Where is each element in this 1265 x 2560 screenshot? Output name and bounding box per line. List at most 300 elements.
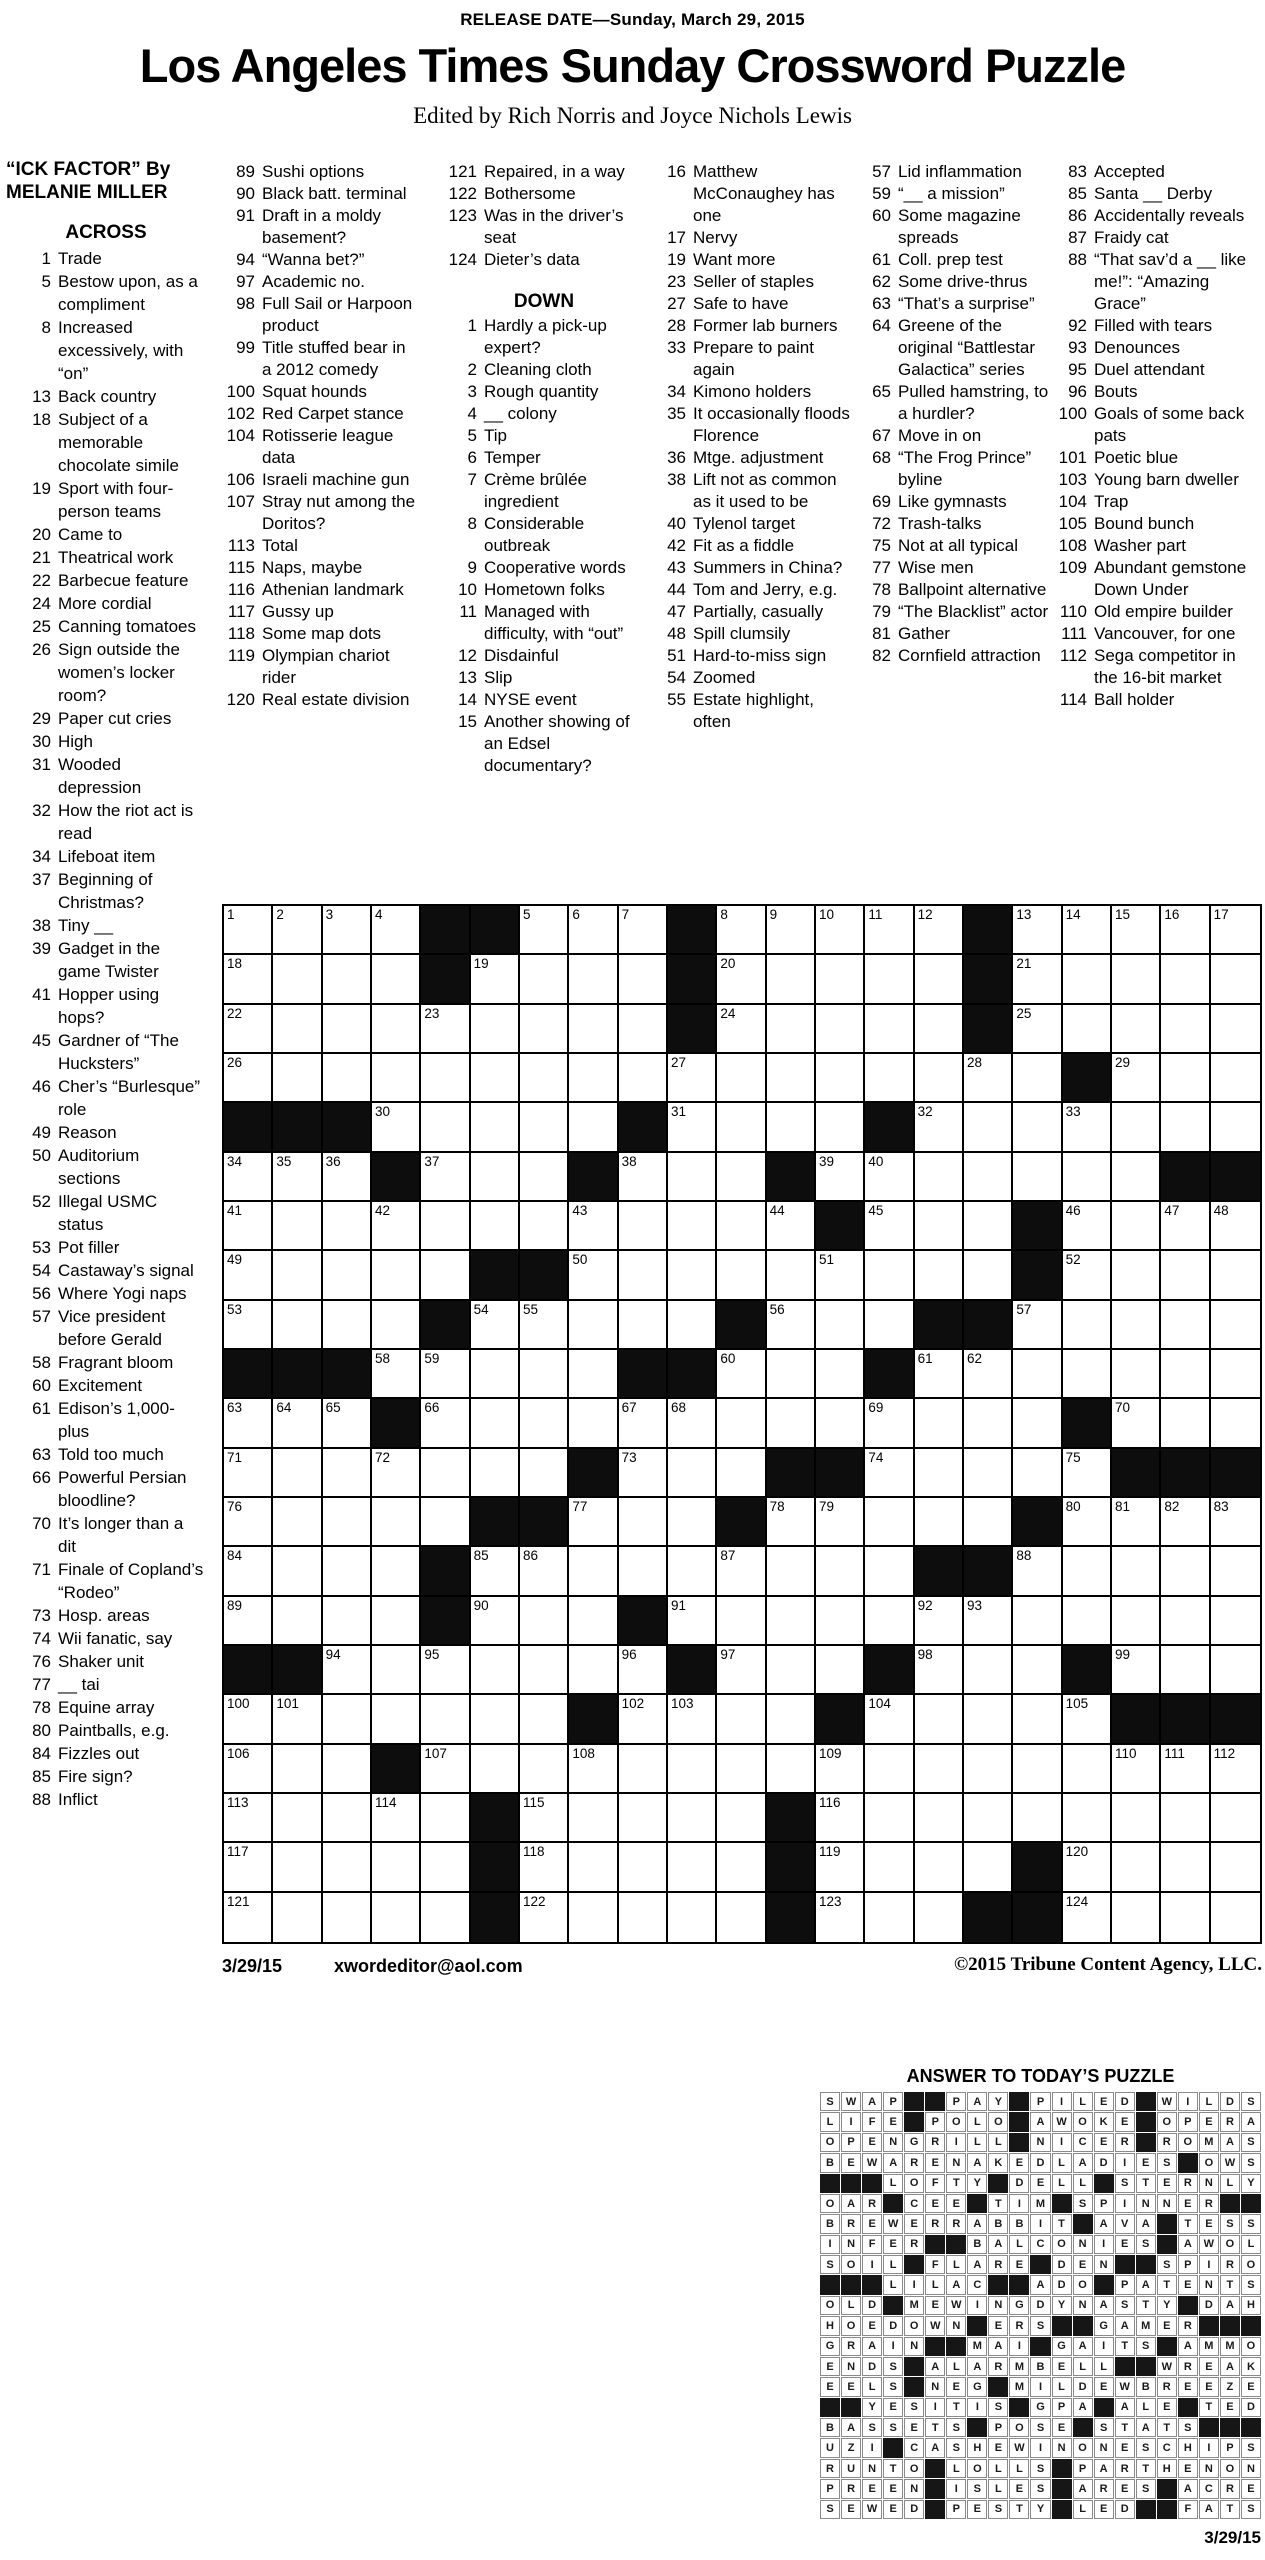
grid-cell[interactable]	[964, 1794, 1013, 1843]
grid-cell[interactable]	[520, 1399, 569, 1448]
grid-cell[interactable]	[915, 1695, 964, 1744]
grid-cell[interactable]	[569, 1251, 618, 1300]
grid-cell[interactable]	[323, 1646, 372, 1695]
grid-cell[interactable]	[767, 1251, 816, 1300]
grid-cell[interactable]	[1063, 1794, 1112, 1843]
grid-cell[interactable]	[767, 1597, 816, 1646]
grid-cell[interactable]	[273, 1251, 322, 1300]
grid-cell[interactable]	[717, 1399, 766, 1448]
grid-cell[interactable]	[1112, 1153, 1161, 1202]
grid-cell[interactable]	[273, 1843, 322, 1892]
grid-cell[interactable]	[964, 1646, 1013, 1695]
grid-cell[interactable]	[865, 1202, 914, 1251]
grid-cell[interactable]	[224, 1745, 273, 1794]
grid-cell[interactable]	[224, 955, 273, 1004]
grid-cell[interactable]	[1112, 1301, 1161, 1350]
grid-cell[interactable]	[569, 906, 618, 955]
grid-cell[interactable]	[1161, 1794, 1210, 1843]
grid-cell[interactable]	[668, 1153, 717, 1202]
grid-cell[interactable]	[1063, 1153, 1112, 1202]
grid-cell[interactable]	[915, 1103, 964, 1152]
grid-cell[interactable]	[1211, 1498, 1260, 1547]
grid-cell[interactable]	[520, 1597, 569, 1646]
grid-cell[interactable]	[816, 906, 865, 955]
grid-cell[interactable]	[471, 1301, 520, 1350]
grid-cell[interactable]	[520, 1350, 569, 1399]
grid-cell[interactable]	[520, 906, 569, 955]
grid-cell[interactable]	[717, 1597, 766, 1646]
grid-cell[interactable]	[668, 1745, 717, 1794]
grid-cell[interactable]	[520, 1893, 569, 1942]
grid-cell[interactable]	[1211, 1794, 1260, 1843]
grid-cell[interactable]	[421, 1103, 470, 1152]
grid-cell[interactable]	[224, 1695, 273, 1744]
grid-cell[interactable]	[1211, 1597, 1260, 1646]
grid-cell[interactable]	[273, 1547, 322, 1596]
grid-cell[interactable]	[471, 1202, 520, 1251]
grid-cell[interactable]	[619, 1843, 668, 1892]
grid-cell[interactable]	[865, 1301, 914, 1350]
grid-cell[interactable]	[1112, 1103, 1161, 1152]
grid-cell[interactable]	[717, 1103, 766, 1152]
grid-cell[interactable]	[224, 1005, 273, 1054]
grid-cell[interactable]	[471, 1005, 520, 1054]
grid-cell[interactable]	[767, 1498, 816, 1547]
grid-cell[interactable]	[273, 1597, 322, 1646]
grid-cell[interactable]	[323, 1498, 372, 1547]
grid-cell[interactable]	[1013, 1054, 1062, 1103]
grid-cell[interactable]	[1112, 1597, 1161, 1646]
grid-cell[interactable]	[569, 1301, 618, 1350]
grid-cell[interactable]	[964, 1399, 1013, 1448]
grid-cell[interactable]	[767, 1547, 816, 1596]
grid-cell[interactable]	[816, 1054, 865, 1103]
grid-cell[interactable]	[1211, 1843, 1260, 1892]
grid-cell[interactable]	[816, 1399, 865, 1448]
grid-cell[interactable]	[421, 1794, 470, 1843]
grid-cell[interactable]	[865, 1399, 914, 1448]
grid-cell[interactable]	[717, 1054, 766, 1103]
grid-cell[interactable]	[323, 1399, 372, 1448]
grid-cell[interactable]	[372, 1301, 421, 1350]
grid-cell[interactable]	[964, 1597, 1013, 1646]
grid-cell[interactable]	[1211, 1547, 1260, 1596]
grid-cell[interactable]	[767, 1005, 816, 1054]
grid-cell[interactable]	[1013, 1301, 1062, 1350]
grid-cell[interactable]	[1161, 1893, 1210, 1942]
grid-cell[interactable]	[668, 1054, 717, 1103]
grid-cell[interactable]	[1063, 1547, 1112, 1596]
grid-cell[interactable]	[471, 1153, 520, 1202]
grid-cell[interactable]	[273, 1202, 322, 1251]
grid-cell[interactable]	[421, 1005, 470, 1054]
grid-cell[interactable]	[619, 1794, 668, 1843]
grid-cell[interactable]	[816, 1103, 865, 1152]
grid-cell[interactable]	[816, 1547, 865, 1596]
grid-cell[interactable]	[323, 1301, 372, 1350]
grid-cell[interactable]	[372, 1251, 421, 1300]
grid-cell[interactable]	[767, 1695, 816, 1744]
grid-cell[interactable]	[323, 1153, 372, 1202]
grid-cell[interactable]	[1013, 955, 1062, 1004]
grid-cell[interactable]	[865, 955, 914, 1004]
grid-cell[interactable]	[471, 1449, 520, 1498]
grid-cell[interactable]	[668, 1843, 717, 1892]
grid-cell[interactable]	[1013, 1597, 1062, 1646]
grid-cell[interactable]	[471, 1399, 520, 1448]
grid-cell[interactable]	[717, 1202, 766, 1251]
grid-cell[interactable]	[1063, 1202, 1112, 1251]
grid-cell[interactable]	[915, 906, 964, 955]
grid-cell[interactable]	[1063, 1597, 1112, 1646]
grid-cell[interactable]	[816, 1498, 865, 1547]
grid-cell[interactable]	[964, 1153, 1013, 1202]
grid-cell[interactable]	[372, 1202, 421, 1251]
grid-cell[interactable]	[520, 1547, 569, 1596]
grid-cell[interactable]	[1112, 1547, 1161, 1596]
grid-cell[interactable]	[1063, 1005, 1112, 1054]
grid-cell[interactable]	[273, 1054, 322, 1103]
grid-cell[interactable]	[915, 1350, 964, 1399]
grid-cell[interactable]	[1161, 955, 1210, 1004]
grid-cell[interactable]	[372, 1103, 421, 1152]
grid-cell[interactable]	[520, 1301, 569, 1350]
grid-cell[interactable]	[717, 1547, 766, 1596]
grid-cell[interactable]	[1112, 1005, 1161, 1054]
grid-cell[interactable]	[915, 1399, 964, 1448]
grid-cell[interactable]	[816, 1350, 865, 1399]
grid-cell[interactable]	[273, 1399, 322, 1448]
grid-cell[interactable]	[224, 1301, 273, 1350]
grid-cell[interactable]	[1013, 1153, 1062, 1202]
grid-cell[interactable]	[865, 1794, 914, 1843]
grid-cell[interactable]	[964, 1350, 1013, 1399]
grid-cell[interactable]	[421, 1893, 470, 1942]
grid-cell[interactable]	[421, 1449, 470, 1498]
grid-cell[interactable]	[915, 1843, 964, 1892]
grid-cell[interactable]	[421, 1153, 470, 1202]
grid-cell[interactable]	[471, 955, 520, 1004]
grid-cell[interactable]	[816, 955, 865, 1004]
grid-cell[interactable]	[1211, 1103, 1260, 1152]
grid-cell[interactable]	[421, 1498, 470, 1547]
grid-cell[interactable]	[915, 1153, 964, 1202]
grid-cell[interactable]	[1063, 1498, 1112, 1547]
grid-cell[interactable]	[1211, 1301, 1260, 1350]
grid-cell[interactable]	[1161, 1547, 1210, 1596]
grid-cell[interactable]	[323, 1745, 372, 1794]
grid-cell[interactable]	[1211, 1350, 1260, 1399]
grid-cell[interactable]	[1112, 1399, 1161, 1448]
grid-cell[interactable]	[1013, 1005, 1062, 1054]
grid-cell[interactable]	[619, 1646, 668, 1695]
grid-cell[interactable]	[273, 1498, 322, 1547]
grid-cell[interactable]	[372, 1794, 421, 1843]
grid-cell[interactable]	[717, 1350, 766, 1399]
grid-cell[interactable]	[372, 1597, 421, 1646]
grid-cell[interactable]	[915, 1597, 964, 1646]
grid-cell[interactable]	[569, 1893, 618, 1942]
grid-cell[interactable]	[1161, 1350, 1210, 1399]
grid-cell[interactable]	[323, 906, 372, 955]
grid-cell[interactable]	[1112, 955, 1161, 1004]
grid-cell[interactable]	[767, 1745, 816, 1794]
grid-cell[interactable]	[1112, 1794, 1161, 1843]
grid-cell[interactable]	[816, 1745, 865, 1794]
grid-cell[interactable]	[1161, 1646, 1210, 1695]
grid-cell[interactable]	[717, 1843, 766, 1892]
grid-cell[interactable]	[569, 1202, 618, 1251]
grid-cell[interactable]	[1211, 1745, 1260, 1794]
grid-cell[interactable]	[224, 1251, 273, 1300]
grid-cell[interactable]	[1211, 1646, 1260, 1695]
grid-cell[interactable]	[767, 906, 816, 955]
grid-cell[interactable]	[323, 1251, 372, 1300]
grid-cell[interactable]	[964, 1843, 1013, 1892]
grid-cell[interactable]	[915, 1794, 964, 1843]
grid-cell[interactable]	[471, 1103, 520, 1152]
grid-cell[interactable]	[1211, 1005, 1260, 1054]
grid-cell[interactable]	[471, 1745, 520, 1794]
grid-cell[interactable]	[619, 1153, 668, 1202]
grid-cell[interactable]	[1211, 906, 1260, 955]
grid-cell[interactable]	[668, 1399, 717, 1448]
grid-cell[interactable]	[1112, 1350, 1161, 1399]
grid-cell[interactable]	[1112, 906, 1161, 955]
grid-cell[interactable]	[619, 1745, 668, 1794]
grid-cell[interactable]	[915, 1202, 964, 1251]
grid-cell[interactable]	[1112, 1251, 1161, 1300]
grid-cell[interactable]	[619, 1547, 668, 1596]
grid-cell[interactable]	[717, 1449, 766, 1498]
grid-cell[interactable]	[1211, 1202, 1260, 1251]
grid-cell[interactable]	[668, 1202, 717, 1251]
grid-cell[interactable]	[520, 1843, 569, 1892]
grid-cell[interactable]	[372, 906, 421, 955]
grid-cell[interactable]	[520, 1745, 569, 1794]
grid-cell[interactable]	[816, 1153, 865, 1202]
grid-cell[interactable]	[372, 1449, 421, 1498]
grid-cell[interactable]	[767, 1350, 816, 1399]
grid-cell[interactable]	[1013, 1449, 1062, 1498]
grid-cell[interactable]	[619, 906, 668, 955]
grid-cell[interactable]	[520, 955, 569, 1004]
grid-cell[interactable]	[865, 1498, 914, 1547]
grid-cell[interactable]	[1013, 906, 1062, 955]
grid-cell[interactable]	[619, 1449, 668, 1498]
grid-cell[interactable]	[915, 1054, 964, 1103]
grid-cell[interactable]	[1063, 1301, 1112, 1350]
grid-cell[interactable]	[471, 1547, 520, 1596]
grid-cell[interactable]	[520, 1794, 569, 1843]
grid-cell[interactable]	[717, 1646, 766, 1695]
grid-cell[interactable]	[569, 1005, 618, 1054]
grid-cell[interactable]	[1112, 1745, 1161, 1794]
grid-cell[interactable]	[964, 1695, 1013, 1744]
grid-cell[interactable]	[964, 1449, 1013, 1498]
grid-cell[interactable]	[1112, 1893, 1161, 1942]
grid-cell[interactable]	[273, 1005, 322, 1054]
grid-cell[interactable]	[569, 1054, 618, 1103]
grid-cell[interactable]	[1013, 1399, 1062, 1448]
grid-cell[interactable]	[224, 1597, 273, 1646]
grid-cell[interactable]	[1161, 1597, 1210, 1646]
grid-cell[interactable]	[865, 1054, 914, 1103]
grid-cell[interactable]	[520, 1103, 569, 1152]
grid-cell[interactable]	[1161, 1005, 1210, 1054]
grid-cell[interactable]	[421, 1399, 470, 1448]
grid-cell[interactable]	[421, 1646, 470, 1695]
grid-cell[interactable]	[816, 1843, 865, 1892]
grid-cell[interactable]	[569, 1103, 618, 1152]
grid-cell[interactable]	[471, 1597, 520, 1646]
grid-cell[interactable]	[421, 1054, 470, 1103]
grid-cell[interactable]	[619, 1399, 668, 1448]
grid-cell[interactable]	[1063, 906, 1112, 955]
grid-cell[interactable]	[619, 1202, 668, 1251]
grid-cell[interactable]	[372, 1005, 421, 1054]
grid-cell[interactable]	[1211, 955, 1260, 1004]
grid-cell[interactable]	[323, 1449, 372, 1498]
grid-cell[interactable]	[1161, 1054, 1210, 1103]
grid-cell[interactable]	[865, 1893, 914, 1942]
grid-cell[interactable]	[421, 1843, 470, 1892]
grid-cell[interactable]	[273, 1301, 322, 1350]
grid-cell[interactable]	[865, 1153, 914, 1202]
grid-cell[interactable]	[619, 1251, 668, 1300]
grid-cell[interactable]	[717, 906, 766, 955]
grid-cell[interactable]	[520, 1202, 569, 1251]
grid-cell[interactable]	[816, 1646, 865, 1695]
grid-cell[interactable]	[964, 1745, 1013, 1794]
grid-cell[interactable]	[224, 1794, 273, 1843]
grid-cell[interactable]	[273, 1745, 322, 1794]
grid-cell[interactable]	[372, 955, 421, 1004]
grid-cell[interactable]	[569, 1646, 618, 1695]
grid-cell[interactable]	[323, 955, 372, 1004]
grid-cell[interactable]	[471, 1054, 520, 1103]
grid-cell[interactable]	[224, 1547, 273, 1596]
grid-cell[interactable]	[1013, 1794, 1062, 1843]
grid-cell[interactable]	[569, 1794, 618, 1843]
grid-cell[interactable]	[569, 1399, 618, 1448]
grid-cell[interactable]	[224, 1153, 273, 1202]
grid-cell[interactable]	[1211, 1251, 1260, 1300]
grid-cell[interactable]	[964, 1498, 1013, 1547]
grid-cell[interactable]	[323, 1054, 372, 1103]
grid-cell[interactable]	[273, 1695, 322, 1744]
grid-cell[interactable]	[372, 1893, 421, 1942]
grid-cell[interactable]	[1013, 1547, 1062, 1596]
grid-cell[interactable]	[224, 1498, 273, 1547]
grid-cell[interactable]	[1063, 1103, 1112, 1152]
grid-cell[interactable]	[421, 1350, 470, 1399]
grid-cell[interactable]	[1161, 1745, 1210, 1794]
grid-cell[interactable]	[323, 1547, 372, 1596]
grid-cell[interactable]	[520, 1449, 569, 1498]
grid-cell[interactable]	[224, 1399, 273, 1448]
grid-cell[interactable]	[569, 1745, 618, 1794]
grid-cell[interactable]	[520, 1054, 569, 1103]
grid-cell[interactable]	[767, 1202, 816, 1251]
grid-cell[interactable]	[767, 1301, 816, 1350]
grid-cell[interactable]	[471, 1646, 520, 1695]
grid-cell[interactable]	[915, 1498, 964, 1547]
grid-cell[interactable]	[865, 1251, 914, 1300]
grid-cell[interactable]	[619, 1054, 668, 1103]
grid-cell[interactable]	[1161, 1251, 1210, 1300]
grid-cell[interactable]	[1161, 1202, 1210, 1251]
grid-cell[interactable]	[323, 1843, 372, 1892]
grid-cell[interactable]	[372, 1646, 421, 1695]
grid-cell[interactable]	[865, 1449, 914, 1498]
grid-cell[interactable]	[717, 1893, 766, 1942]
grid-cell[interactable]	[1161, 906, 1210, 955]
grid-cell[interactable]	[1013, 1646, 1062, 1695]
grid-cell[interactable]	[717, 1794, 766, 1843]
grid-cell[interactable]	[1161, 1301, 1210, 1350]
grid-cell[interactable]	[1161, 1843, 1210, 1892]
grid-cell[interactable]	[915, 955, 964, 1004]
grid-cell[interactable]	[717, 1005, 766, 1054]
grid-cell[interactable]	[668, 1449, 717, 1498]
grid-cell[interactable]	[1211, 1054, 1260, 1103]
grid-cell[interactable]	[816, 1251, 865, 1300]
grid-cell[interactable]	[273, 906, 322, 955]
grid-cell[interactable]	[372, 1054, 421, 1103]
grid-cell[interactable]	[273, 955, 322, 1004]
grid-cell[interactable]	[520, 1005, 569, 1054]
grid-cell[interactable]	[372, 1350, 421, 1399]
grid-cell[interactable]	[865, 1547, 914, 1596]
grid-cell[interactable]	[668, 1695, 717, 1744]
grid-cell[interactable]	[224, 1202, 273, 1251]
grid-cell[interactable]	[1063, 1745, 1112, 1794]
grid-cell[interactable]	[1161, 1498, 1210, 1547]
grid-cell[interactable]	[619, 1301, 668, 1350]
grid-cell[interactable]	[668, 1597, 717, 1646]
grid-cell[interactable]	[372, 1547, 421, 1596]
grid-cell[interactable]	[717, 1695, 766, 1744]
grid-cell[interactable]	[1063, 955, 1112, 1004]
grid-cell[interactable]	[668, 1103, 717, 1152]
grid-cell[interactable]	[865, 906, 914, 955]
grid-cell[interactable]	[865, 1597, 914, 1646]
grid-cell[interactable]	[964, 1202, 1013, 1251]
grid-cell[interactable]	[717, 1251, 766, 1300]
grid-cell[interactable]	[569, 1350, 618, 1399]
grid-cell[interactable]	[1211, 1399, 1260, 1448]
grid-cell[interactable]	[619, 1893, 668, 1942]
grid-cell[interactable]	[224, 1054, 273, 1103]
grid-cell[interactable]	[224, 1893, 273, 1942]
grid-cell[interactable]	[372, 1695, 421, 1744]
grid-cell[interactable]	[421, 1251, 470, 1300]
grid-cell[interactable]	[1211, 1893, 1260, 1942]
grid-cell[interactable]	[915, 1251, 964, 1300]
grid-cell[interactable]	[668, 1251, 717, 1300]
grid-cell[interactable]	[915, 1745, 964, 1794]
grid-cell[interactable]	[1112, 1054, 1161, 1103]
grid-cell[interactable]	[273, 1794, 322, 1843]
grid-cell[interactable]	[865, 1843, 914, 1892]
grid-cell[interactable]	[915, 1893, 964, 1942]
grid-cell[interactable]	[865, 1695, 914, 1744]
grid-cell[interactable]	[421, 1202, 470, 1251]
grid-cell[interactable]	[569, 1843, 618, 1892]
grid-cell[interactable]	[915, 1005, 964, 1054]
grid-cell[interactable]	[520, 1153, 569, 1202]
